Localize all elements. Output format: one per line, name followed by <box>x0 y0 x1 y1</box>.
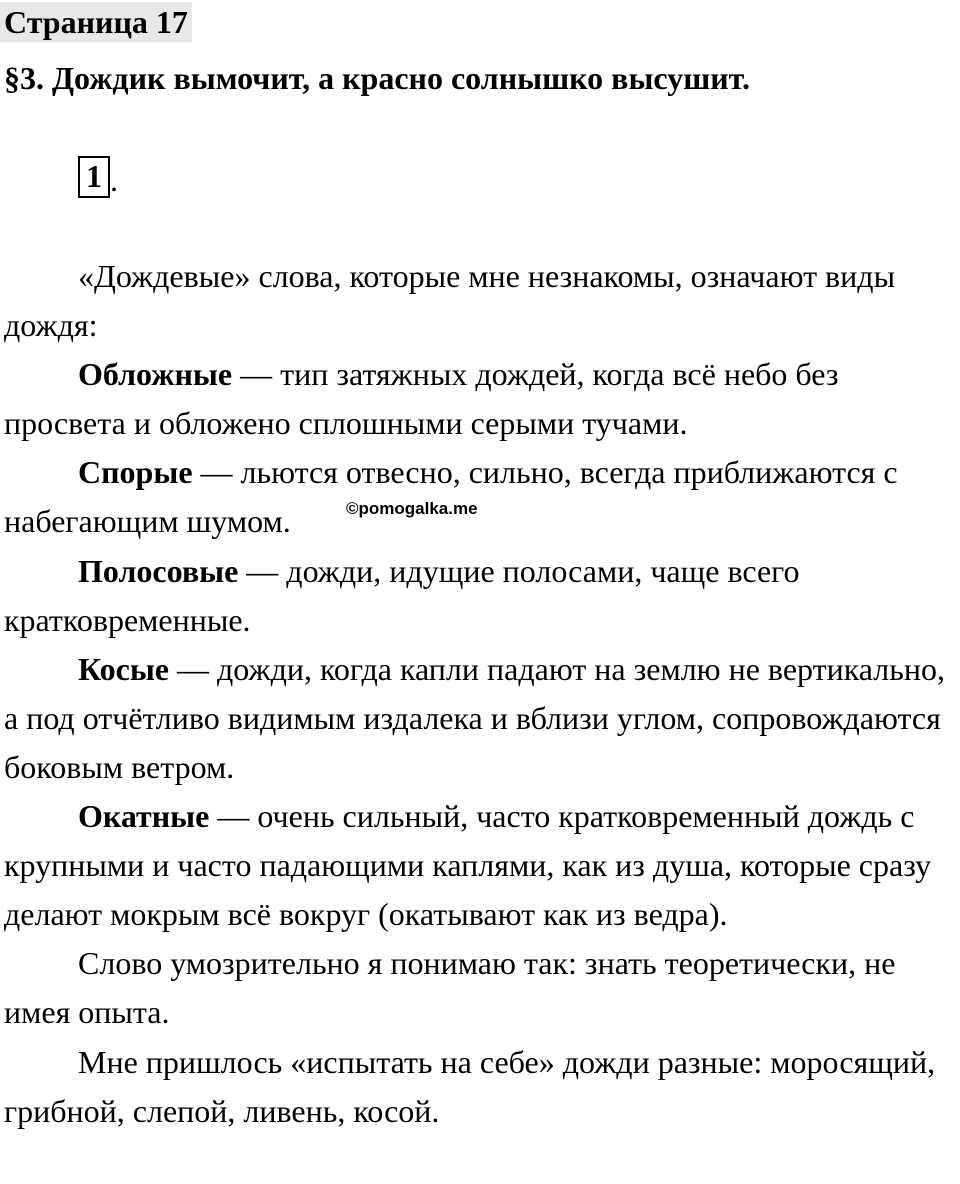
paragraph-text <box>4 1038 956 1136</box>
task-number-dot: . <box>110 162 118 198</box>
definition: — льются отвесно, сильно, всегда приближаются с набегающим шумом. <box>4 454 898 540</box>
paragraph-text: «Дождевые» слова, которые мне незнакомы, означают виды дождя: <box>4 258 896 344</box>
term: Полосовые <box>78 552 239 589</box>
term: Спорые <box>78 454 193 491</box>
paragraph-text <box>4 939 956 1037</box>
term: Косые <box>78 650 169 687</box>
paragraph-text: Мне пришлось «испытать на себе» дожди разные: моросящий, грибной, слепой, ливень, косой. <box>4 1043 936 1129</box>
paragraph-text: Слово умозрительно я понимаю так: знать теоретически, не имея опыта. <box>4 945 896 1031</box>
paragraph-definition <box>4 547 956 645</box>
term: Обложные <box>78 356 233 393</box>
page-label: Страница 17 <box>0 2 192 42</box>
paragraph-definition <box>4 792 956 939</box>
paragraph-intro <box>4 252 956 350</box>
section-title: §3. Дождик вымочит, а красно солнышко высушит. <box>4 60 750 96</box>
task-number-box: 1 <box>78 156 110 198</box>
term: Окатные <box>78 798 210 835</box>
task-number <box>78 156 118 198</box>
answer-text <box>4 252 956 1136</box>
paragraph-definition <box>4 448 956 546</box>
definition: — очень сильный, часто кратковременный дождь с крупными и часто падающими каплями, как из душа, которые сразу делают мокрым всё вокруг (окатывают как из ведра). <box>4 798 932 933</box>
watermark: ©pomogalka.me <box>346 499 478 518</box>
paragraph-definition <box>4 645 956 792</box>
definition: — дожди, идущие полосами, чаще всего кратковременные. <box>4 552 800 638</box>
definition: — тип затяжных дождей, когда всё небо без просвета и обложено сплошными серыми тучами. <box>4 356 839 442</box>
definition: — дожди, когда капли падают на землю не вертикально, а под отчётливо видимым издалека и вблизи углом, сопровождаются боковым ветром. <box>4 650 945 785</box>
paragraph-definition <box>4 350 956 448</box>
